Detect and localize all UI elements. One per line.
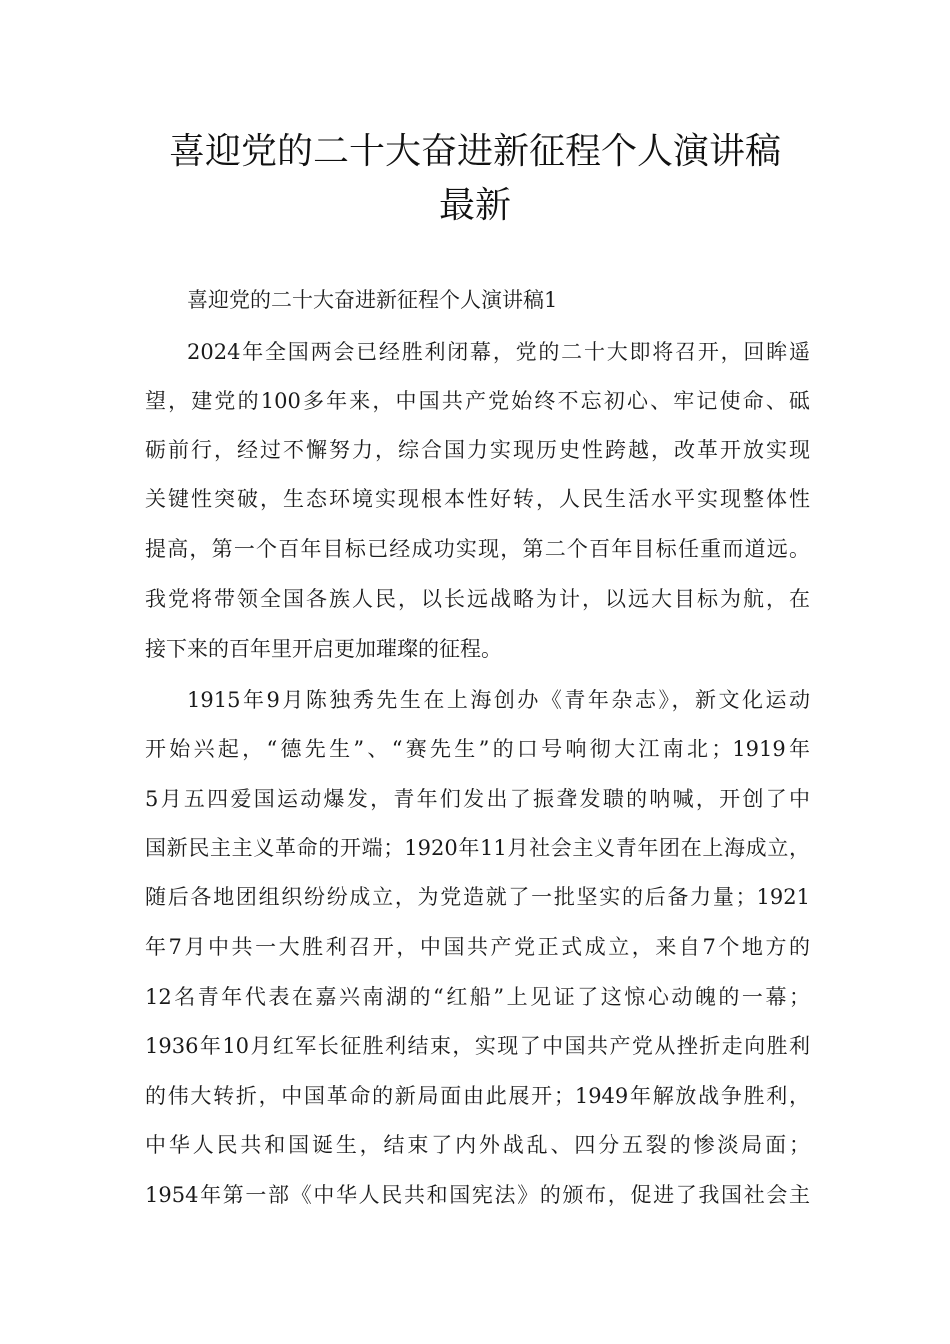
paragraph-1-line: 2024年全国两会已经胜利闭幕，党的二十大即将召开，回眸遥: [187, 340, 810, 364]
paragraph-2-line: 的伟大转折，中国革命的新局面由此展开；1949年解放战争胜利，: [145, 1084, 810, 1108]
paragraph-2-line: 1915年9月陈独秀先生在上海创办《青年杂志》，新文化运动: [187, 688, 810, 712]
paragraph-1-line: 砺前行，经过不懈努力，综合国力实现历史性跨越，改革开放实现: [145, 438, 810, 462]
paragraph-2-line: 随后各地团组织纷纷成立，为党造就了一批坚实的后备力量；1921: [145, 885, 810, 909]
paragraph-1-line: 接下来的百年里开启更加璀璨的征程。: [145, 637, 502, 661]
document-title-line-1: 喜迎党的二十大奋进新征程个人演讲稿: [168, 131, 781, 172]
paragraph-2-line: 中华人民共和国诞生，结束了内外战乱、四分五裂的惨淡局面；: [145, 1133, 810, 1157]
paragraph-1-line: 提高，第一个百年目标已经成功实现，第二个百年目标任重而道远。: [145, 537, 810, 561]
paragraph-1-line: 关键性突破，生态环境实现根本性好转，人民生活水平实现整体性: [145, 487, 810, 511]
section-subtitle: 喜迎党的二十大奋进新征程个人演讲稿1: [187, 288, 558, 312]
paragraph-2-line: 5月五四爱国运动爆发，青年们发出了振聋发聩的呐喊，开创了中: [145, 787, 810, 811]
paragraph-2-line: 开始兴起，“德先生”、“赛先生”的口号响彻大江南北；1919年: [145, 737, 810, 761]
paragraph-2-line: 1936年10月红军长征胜利结束，实现了中国共产党从挫折走向胜利: [145, 1034, 810, 1058]
document-title-line-2: 最新: [438, 185, 511, 226]
paragraph-1-line: 望，建党的100多年来，中国共产党始终不忘初心、牢记使命、砥: [145, 389, 810, 413]
paragraph-2-line: 12名青年代表在嘉兴南湖的“红船”上见证了这惊心动魄的一幕；: [145, 985, 810, 1009]
paragraph-2-line: 年7月中共一大胜利召开，中国共产党正式成立，来自7个地方的: [145, 935, 810, 959]
paragraph-2-line: 1954年第一部《中华人民共和国宪法》的颁布，促进了我国社会主: [145, 1183, 810, 1207]
paragraph-2-line: 国新民主主义革命的开端；1920年11月社会主义青年团在上海成立，: [145, 836, 810, 860]
paragraph-1-line: 我党将带领全国各族人民，以长远战略为计，以远大目标为航，在: [145, 587, 810, 611]
